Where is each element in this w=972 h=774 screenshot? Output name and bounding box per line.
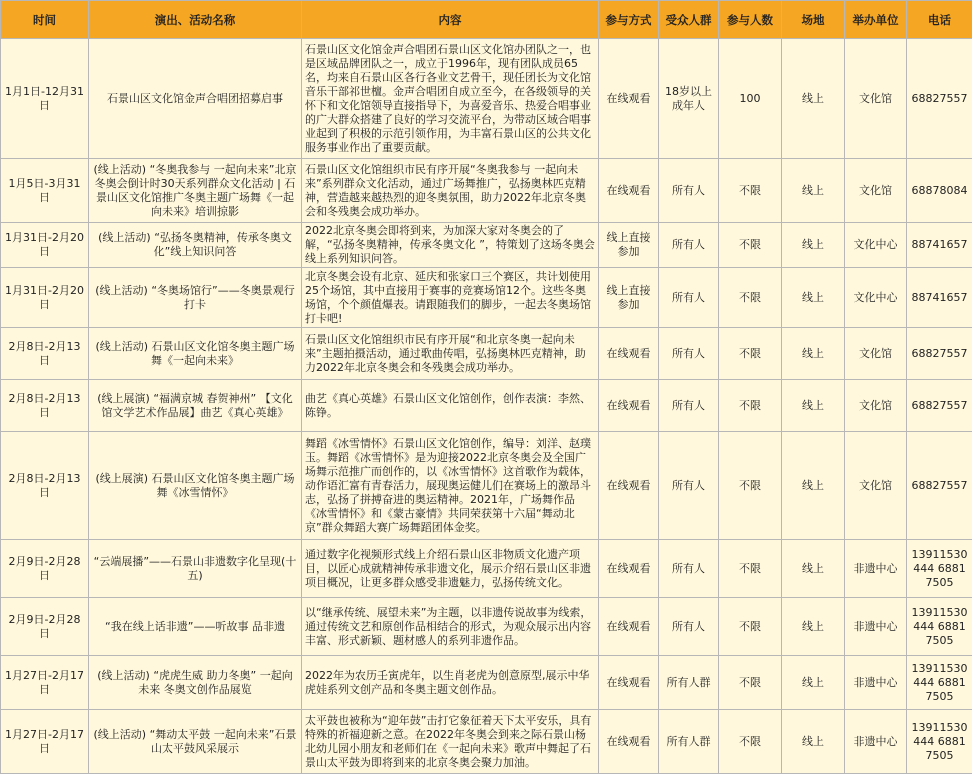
cell-mode: 在线观看 [599, 656, 659, 710]
cell-phone: 88741657 [907, 268, 972, 328]
cell-count: 不限 [719, 432, 782, 540]
cell-mode: 在线观看 [599, 540, 659, 598]
cell-audience: 所有人群 [659, 710, 719, 774]
table-row [1, 328, 972, 380]
cell-organizer: 非遗中心 [845, 656, 907, 710]
table-row [1, 159, 972, 223]
cell-organizer: 文化中心 [845, 223, 907, 268]
cell-mode: 在线观看 [599, 328, 659, 380]
cell-organizer: 文化中心 [845, 268, 907, 328]
header-content: 内容 [302, 1, 599, 39]
cell-count: 不限 [719, 328, 782, 380]
cell-mode: 在线观看 [599, 39, 659, 159]
cell-content: 曲艺《真心英雄》石景山区文化馆创作，创作表演：李然、陈铮。 [302, 380, 599, 432]
header-mode: 参与方式 [599, 1, 659, 39]
cell-organizer: 非遗中心 [845, 710, 907, 774]
cell-mode: 在线观看 [599, 159, 659, 223]
cell-name: (线上展演) “福满京城 春贺神州” 【文化馆文学艺术作品展】曲艺《真心英雄》 [89, 380, 302, 432]
cell-time: 1月31日-2月20日 [1, 268, 89, 328]
cell-venue: 线上 [782, 380, 845, 432]
cell-organizer: 文化馆 [845, 39, 907, 159]
cell-mode: 在线观看 [599, 432, 659, 540]
header-count: 参与人数 [719, 1, 782, 39]
cell-time: 2月9日-2月28日 [1, 540, 89, 598]
cell-organizer: 文化馆 [845, 159, 907, 223]
cell-mode: 在线观看 [599, 598, 659, 656]
cell-count: 不限 [719, 598, 782, 656]
cell-content: 北京冬奥会设有北京、延庆和张家口三个赛区，共计划使用25个场馆，其中直接用于赛事的竞赛场馆12个。这些冬奥场馆，个个颜值爆表。请跟随我们的脚步，一起去冬奥场馆打卡吧! [302, 268, 599, 328]
cell-audience: 所有人 [659, 380, 719, 432]
cell-phone: 68827557 [907, 380, 972, 432]
cell-count: 不限 [719, 710, 782, 774]
table-row [1, 268, 972, 328]
cell-venue: 线上 [782, 328, 845, 380]
cell-venue: 线上 [782, 432, 845, 540]
cell-venue: 线上 [782, 39, 845, 159]
cell-audience: 18岁以上成年人 [659, 39, 719, 159]
table-row [1, 598, 972, 656]
cell-phone: 68827557 [907, 328, 972, 380]
header-name: 演出、活动名称 [89, 1, 302, 39]
cell-organizer: 文化馆 [845, 380, 907, 432]
cell-audience: 所有人 [659, 598, 719, 656]
cell-mode: 线上直接参加 [599, 223, 659, 268]
cell-time: 2月8日-2月13日 [1, 432, 89, 540]
cell-content: 2022年为农历壬寅虎年，以生肖老虎为创意原型,展示中华虎娃系列文创产品和冬奥主题文创作品。 [302, 656, 599, 710]
cell-name: (线上活动) “弘扬冬奥精神，传承冬奥文化”线上知识问答 [89, 223, 302, 268]
cell-audience: 所有人 [659, 268, 719, 328]
header-time: 时间 [1, 1, 89, 39]
cell-count: 不限 [719, 223, 782, 268]
cell-count: 不限 [719, 268, 782, 328]
cell-count: 不限 [719, 540, 782, 598]
cell-audience: 所有人 [659, 159, 719, 223]
cell-venue: 线上 [782, 710, 845, 774]
cell-content: 石景山区文化馆组织市民有序开展“冬奥我参与 一起向未来”系列群众文化活动，通过广场舞推广，弘扬奥林匹克精神，营造越来越热烈的迎冬奥氛围，助力2022年北京冬奥会和冬残奥会成功举办。 [302, 159, 599, 223]
cell-name: “云端展播”——石景山非遗数字化呈现(十五) [89, 540, 302, 598]
cell-organizer: 非遗中心 [845, 540, 907, 598]
cell-time: 1月31日-2月20日 [1, 223, 89, 268]
table-row [1, 540, 972, 598]
cell-time: 1月1日-12月31日 [1, 39, 89, 159]
table-row [1, 432, 972, 540]
cell-time: 2月9日-2月28日 [1, 598, 89, 656]
cell-audience: 所有人 [659, 328, 719, 380]
header-audience: 受众人群 [659, 1, 719, 39]
cell-phone: 13911530444 68817505 [907, 598, 972, 656]
cell-name: (线上展演) 石景山区文化馆冬奥主题广场舞《冰雪情怀》 [89, 432, 302, 540]
cell-time: 2月8日-2月13日 [1, 328, 89, 380]
cell-phone: 13911530444 68817505 [907, 540, 972, 598]
cell-phone: 13911530444 68817505 [907, 710, 972, 774]
table-header-row [1, 1, 972, 39]
table-row [1, 710, 972, 774]
cell-phone: 68878084 [907, 159, 972, 223]
cell-audience: 所有人群 [659, 656, 719, 710]
cell-venue: 线上 [782, 598, 845, 656]
cell-name: (线上活动) 石景山区文化馆冬奥主题广场舞《一起向未来》 [89, 328, 302, 380]
cell-organizer: 文化馆 [845, 432, 907, 540]
cell-count: 不限 [719, 656, 782, 710]
cell-mode: 在线观看 [599, 380, 659, 432]
cell-content: 舞蹈《冰雪情怀》石景山区文化馆创作，编导：刘洋、赵璞玉。舞蹈《冰雪情怀》是为迎接2022北京冬奥会及全国广场舞示范推广而创作的，以《冰雪情怀》这首歌作为载体，动作语汇富有青春活力，展现奥运健儿们在赛场上的激昂斗志，弘扬了拼搏奋进的奥运精神。2021年，广场舞作品《冰雪情怀》和《蒙古豪情》共同荣获第十六届“舞动北京”群众舞蹈大赛广场舞蹈团体金奖。 [302, 432, 599, 540]
cell-time: 2月8日-2月13日 [1, 380, 89, 432]
cell-content: 石景山区文化馆组织市民有序开展“和北京冬奥一起向未来”主题拍摄活动，通过歌曲传唱，弘扬奥林匹克精神，助力2022年北京冬奥会和冬残奥会成功举办。 [302, 328, 599, 380]
cell-name: (线上活动) “虎虎生威 助力冬奥” 一起向未来 冬奥文创作品展览 [89, 656, 302, 710]
cell-content: 2022北京冬奥会即将到来，为加深大家对冬奥会的了解，“弘扬冬奥精神，传承冬奥文化 ”，特策划了这场冬奥会线上系列知识问答。 [302, 223, 599, 268]
cell-count: 不限 [719, 159, 782, 223]
table-row [1, 39, 972, 159]
cell-phone: 13911530444 68817505 [907, 656, 972, 710]
header-venue: 场地 [782, 1, 845, 39]
cell-name: (线上活动) “冬奥场馆行”——冬奥景观行打卡 [89, 268, 302, 328]
cell-name: “我在线上话非遗”——听故事 品非遗 [89, 598, 302, 656]
cell-name: (线上活动) “舞动太平鼓 一起向未来”石景山太平鼓风采展示 [89, 710, 302, 774]
cell-time: 1月5日-3月31日 [1, 159, 89, 223]
cell-time: 1月27日-2月17日 [1, 656, 89, 710]
cell-content: 以“继承传统、展望未来”为主题，以非遗传说故事为线索，通过传统文艺和原创作品相结合的形式，为观众展示出内容丰富、形式新颖、题材感人的系列非遗作品。 [302, 598, 599, 656]
cell-name: 石景山区文化馆金声合唱团招募启事 [89, 39, 302, 159]
cell-phone: 88741657 [907, 223, 972, 268]
cell-venue: 线上 [782, 540, 845, 598]
cell-audience: 所有人 [659, 540, 719, 598]
header-organizer: 举办单位 [845, 1, 907, 39]
table-row [1, 223, 972, 268]
cell-mode: 在线观看 [599, 710, 659, 774]
cell-phone: 68827557 [907, 432, 972, 540]
cell-organizer: 文化馆 [845, 328, 907, 380]
cell-venue: 线上 [782, 268, 845, 328]
table-row [1, 380, 972, 432]
cell-mode: 线上直接参加 [599, 268, 659, 328]
cell-name: (线上活动) “冬奥我参与 一起向未来”北京冬奥会倒计时30天系列群众文化活动 | 石景山区文化馆推广冬奥主题广场舞《一起向未来》培训掠影 [89, 159, 302, 223]
cell-venue: 线上 [782, 159, 845, 223]
cell-venue: 线上 [782, 223, 845, 268]
cell-audience: 所有人 [659, 432, 719, 540]
cell-content: 石景山区文化馆金声合唱团石景山区文化馆办团队之一，也是区域品牌团队之一，成立于1996年，现有团队成员65名，均来自石景山区各行各业文艺骨干，现任团长为文化馆音乐干部祁世檀。金声合唱团自成立至今，在各级领导的关怀下和文化馆领导直接指导下，为喜爱音乐、热爱合唱事业的广大群众搭建了良好的学习交流平台，为带动区域合唱事业起到了积极的示范引领作用，为丰富石景山区的公共文化服务事业作出了重要贡献。 [302, 39, 599, 159]
cell-audience: 所有人 [659, 223, 719, 268]
cell-count: 100 [719, 39, 782, 159]
cell-time: 1月27日-2月17日 [1, 710, 89, 774]
cell-content: 通过数字化视频形式线上介绍石景山区非物质文化遗产项目，以匠心成就精神传承非遗文化，展示介绍石景山区非遗项目概况，让更多群众感受非遗魅力，弘扬传统文化。 [302, 540, 599, 598]
table-row [1, 656, 972, 710]
cell-count: 不限 [719, 380, 782, 432]
cell-organizer: 非遗中心 [845, 598, 907, 656]
cell-content: 太平鼓也被称为“迎年鼓”击打它象征着天下太平安乐，具有特殊的祈福迎新之意。在2022年冬奥会到来之际石景山杨北幼儿园小朋友和老师们在《一起向未来》歌声中舞起了石景山太平鼓为即将到来的北京冬奥会聚力加油。 [302, 710, 599, 774]
cell-venue: 线上 [782, 656, 845, 710]
cell-phone: 68827557 [907, 39, 972, 159]
header-phone: 电话 [907, 1, 972, 39]
